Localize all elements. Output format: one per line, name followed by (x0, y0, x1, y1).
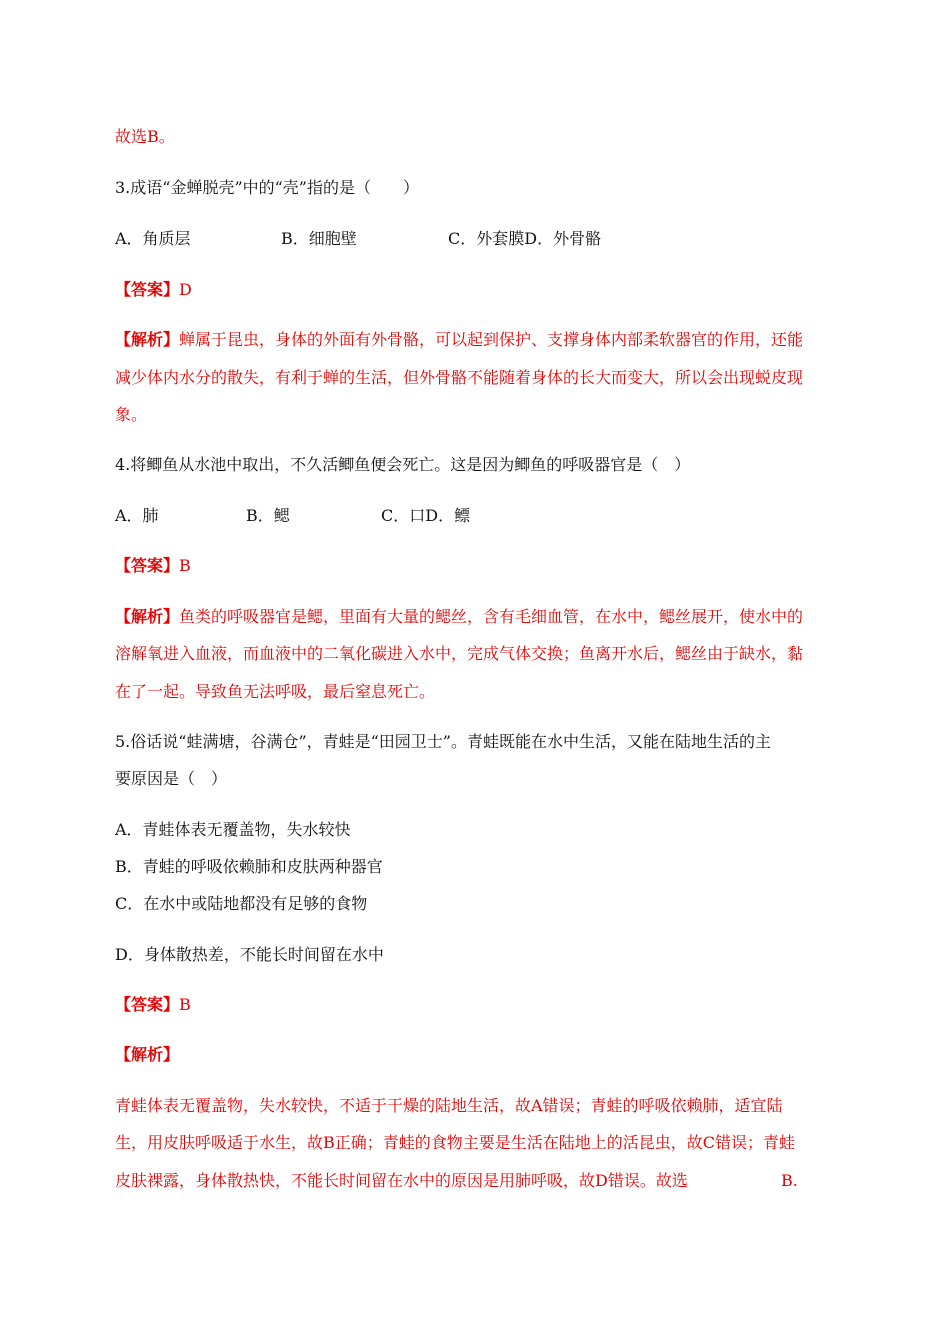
question-4-answer (115, 556, 191, 576)
analysis-tag: 【解析】 (115, 607, 180, 626)
analysis-tag: 【解析】 (115, 330, 180, 349)
question-5-stem-line-2: 要原因是（ ） (115, 769, 228, 788)
question-5-stem-line-1: 5.俗话说“蛙满塘，谷满仓”，青蛙是“田园卫士”。青蛙既能在水中生活，又能在陆地生活的主 (115, 732, 771, 751)
previous-conclusion: 故选B。 (115, 127, 175, 146)
question-5-analysis-end: B. (781, 1171, 798, 1190)
question-3-option-a: A．角质层 (115, 229, 191, 248)
question-5-option-d: D．身体散热差，不能长时间留在水中 (115, 945, 384, 964)
question-3-answer (115, 280, 192, 300)
question-5-answer (115, 995, 191, 1015)
question-3-option-cd: C．外套膜D．外骨骼 (448, 229, 602, 248)
answer-value: B (179, 995, 191, 1014)
analysis-text-1: 蝉属于昆虫，身体的外面有外骨骼，可以起到保护、支撑身体内部柔软器官的作用，还能 (179, 330, 804, 349)
question-5-option-b: B．青蛙的呼吸依赖肺和皮肤两种器官 (115, 857, 383, 876)
question-4-option-b: B．鳃 (246, 506, 290, 525)
answer-value: D (179, 280, 192, 299)
question-5-analysis-line-1: 青蛙体表无覆盖物，失水较快，不适于干燥的陆地生活，故A错误；青蛙的呼吸依赖肺，适宜陆 (115, 1096, 783, 1115)
answer-value: B (179, 556, 191, 575)
answer-tag: 【答案】 (115, 556, 180, 575)
question-3-analysis (115, 330, 803, 350)
question-4-option-cd: C．口D．鳔 (381, 506, 471, 525)
question-4-analysis-line-2: 溶解氧进入血液，而血液中的二氧化碳进入水中，完成气体交换；鱼离开水后，鳃丝由于缺水，黏 (115, 644, 804, 663)
question-4-stem: 4.将鲫鱼从水池中取出，不久活鲫鱼便会死亡。这是因为鲫鱼的呼吸器官是（ ） (115, 455, 691, 474)
question-3-stem: 3.成语“金蝉脱壳”中的“壳”指的是（ ） (115, 178, 419, 197)
question-4-analysis-line-3: 在了一起。导致鱼无法呼吸，最后窒息死亡。 (115, 682, 436, 701)
question-4-option-a: A．肺 (115, 506, 159, 525)
answer-tag: 【答案】 (115, 280, 180, 299)
analysis-text-1: 鱼类的呼吸器官是鳃，里面有大量的鳃丝，含有毛细血管，在水中，鳃丝展开，使水中的 (179, 607, 804, 626)
question-5-analysis-tag: 【解析】 (115, 1045, 180, 1064)
question-3-analysis-line-3: 象。 (115, 405, 148, 424)
question-5-option-c: C．在水中或陆地都没有足够的食物 (115, 894, 368, 913)
answer-tag: 【答案】 (115, 995, 180, 1014)
question-5-option-a: A．青蛙体表无覆盖物，失水较快 (115, 820, 351, 839)
question-5-analysis-line-2: 生，用皮肤呼吸适于水生，故B正确；青蛙的食物主要是生活在陆地上的活昆虫，故C错误；青蛙 (115, 1133, 796, 1152)
question-3-option-b: B．细胞壁 (281, 229, 357, 248)
question-3-analysis-line-2: 减少体内水分的散失，有利于蝉的生活，但外骨骼不能随着身体的长大而变大，所以会出现蜕皮现 (115, 368, 804, 387)
question-5-analysis-line-3: 皮肤裸露，身体散热快，不能长时间留在水中的原因是用肺呼吸，故D错误。故选 (115, 1171, 688, 1190)
question-4-analysis (115, 607, 803, 627)
